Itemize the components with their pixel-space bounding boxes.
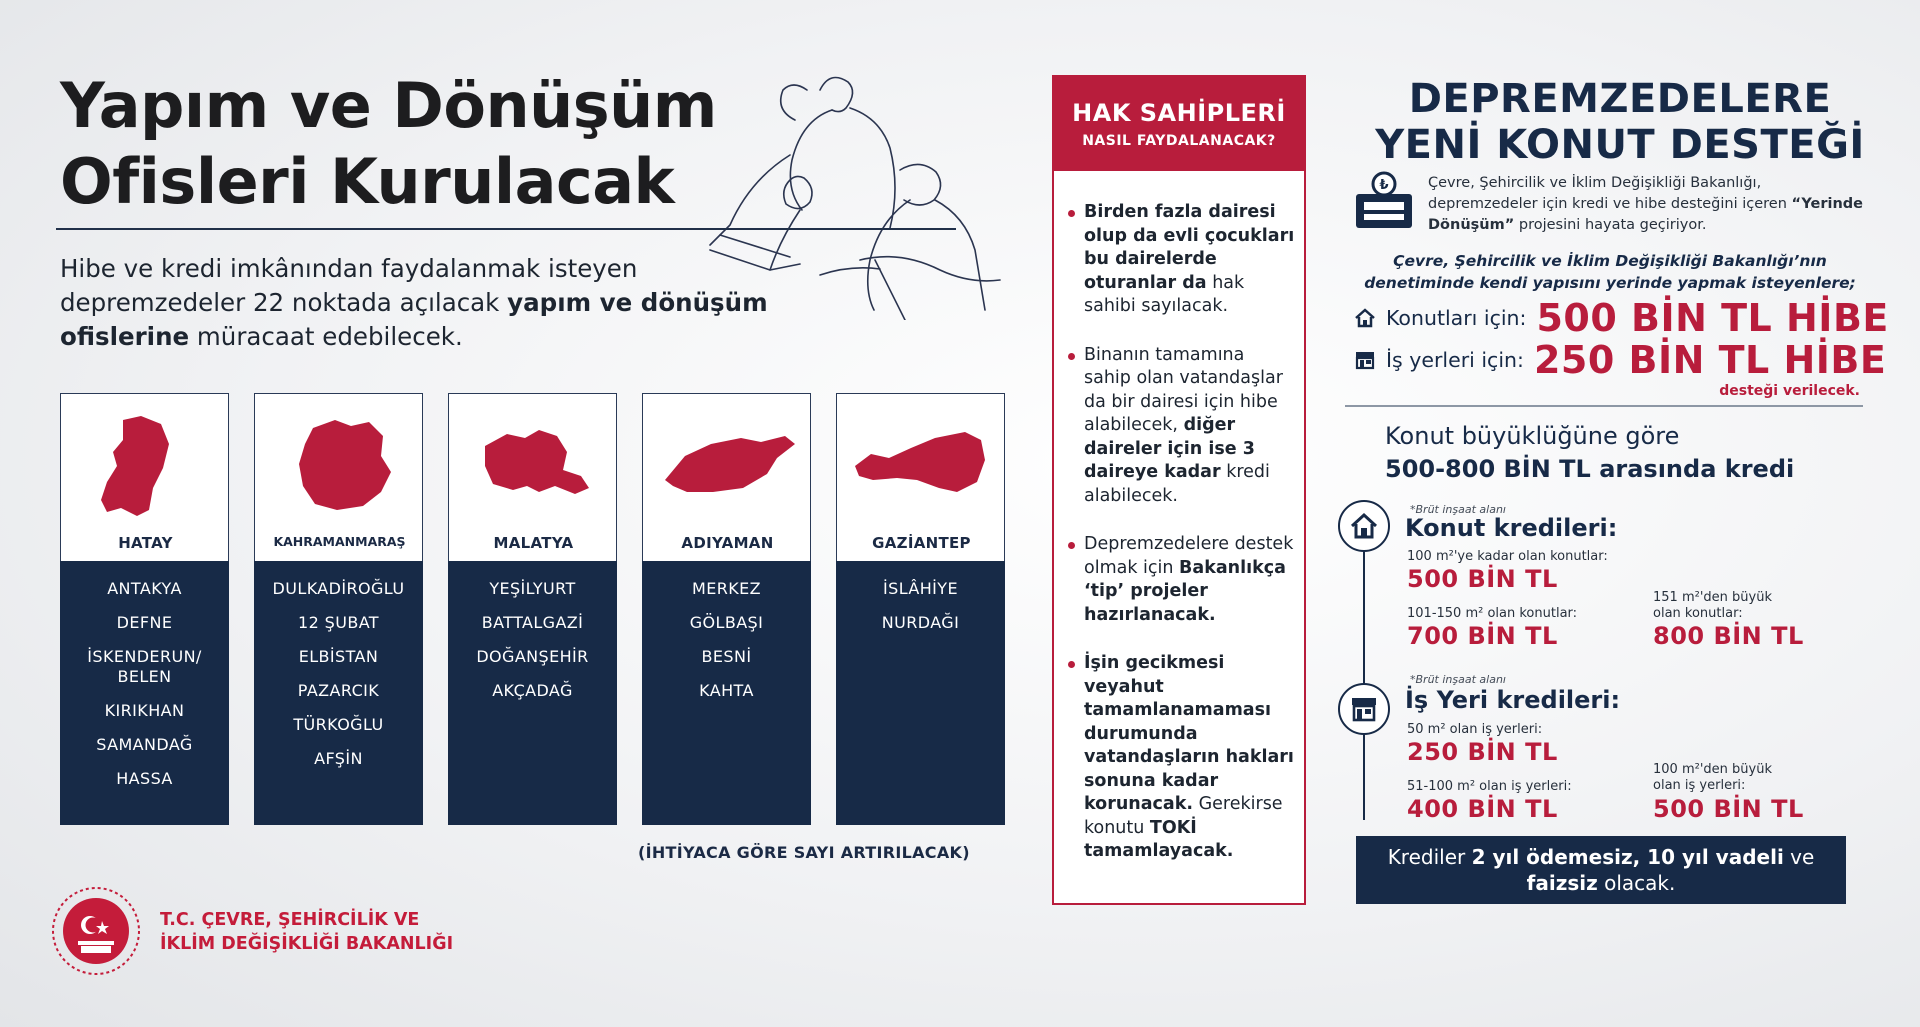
support-title-line-1: DEPREMZEDELERE (1408, 76, 1832, 122)
banner-text: ve (1783, 845, 1815, 869)
business-credit-value: 250 BİN TL (1407, 738, 1558, 766)
beneficiaries-panel (1052, 75, 1306, 905)
card-header (60, 393, 229, 561)
banner-bold: faizsiz (1526, 871, 1598, 895)
province-cards (60, 393, 1010, 825)
province-name: KAHRAMANMARAŞ (273, 534, 406, 549)
footnote: (İHTİYACA GÖRE SAYI ARTIRILACAK) (638, 843, 970, 862)
district-item: TÜRKOĞLU (293, 715, 384, 734)
district-item: KIRIKHAN (104, 701, 185, 720)
business-credit-label: 50 m² olan iş yerleri: (1407, 722, 1543, 737)
intro-text-1: Hibe ve kredi imkânından faydalanmak isteyen depremzedeler 22 noktada açılacak (60, 254, 638, 317)
ministry-name (160, 908, 453, 956)
credit-summary-line-2: 500-800 BİN TL arasında kredi (1385, 455, 1795, 483)
housing-credit-value: 700 BİN TL (1407, 622, 1558, 650)
card-header (836, 393, 1005, 561)
district-list (60, 561, 229, 825)
housing-grant-label: Konutları için: (1386, 306, 1527, 330)
section-divider (1345, 405, 1863, 407)
title-line-1: Yapım ve Dönüşüm (60, 69, 717, 142)
beneficiaries-title: HAK SAHİPLERİ (1072, 99, 1286, 127)
item-bold: Birden fazla dairesi olup da evli çocukları bu dairelerde oturanlar da (1084, 202, 1295, 293)
item-bold: İşin gecikmesi veyahut tamamlanamaması durumunda vatandaşların hakları sonuna kadar korunacak. (1084, 653, 1294, 814)
province-card-hatay (60, 393, 229, 825)
province-card-adiyaman (642, 393, 811, 825)
district-item: 12 ŞUBAT (298, 613, 379, 632)
item-bold: diğer daireler için ise 3 daireye kadar (1084, 415, 1255, 482)
gaziantep-map-shape (837, 410, 1006, 520)
district-item: PAZARCIK (297, 681, 380, 700)
ministry-line-2: İKLİM DEĞİŞİKLİĞİ BAKANLIĞI (160, 934, 454, 954)
item-bold: TOKİ tamamlayacak. (1084, 817, 1234, 861)
district-item: DEFNE (116, 613, 173, 632)
timeline-line (1363, 520, 1365, 820)
housing-credit-value: 500 BİN TL (1407, 565, 1558, 593)
list-item (1066, 201, 1296, 319)
province-card-malatya (448, 393, 617, 825)
support-intro (1428, 173, 1868, 236)
district-item: AFŞİN (314, 749, 363, 768)
business-grant-row (1354, 338, 1886, 382)
house-icon (1349, 511, 1379, 541)
adiyaman-map-shape (643, 410, 812, 520)
page-title (60, 68, 760, 220)
ministry-logo-icon (50, 885, 142, 977)
district-list (836, 561, 1005, 825)
title-line-2: Ofisleri Kurulacak (60, 145, 675, 218)
intro-bold: yapım ve dönüşüm ofislerine (60, 288, 768, 351)
malatya-map-shape (449, 410, 618, 520)
business-credit-label: 51-100 m² olan iş yerleri: (1407, 779, 1572, 794)
item-text: Gerekirse konutu (1084, 794, 1283, 838)
district-list (254, 561, 423, 825)
district-item: SAMANDAĞ (96, 735, 193, 754)
district-item: KAHTA (699, 681, 754, 700)
card-header (254, 393, 423, 561)
housing-credit-heading: Konut kredileri: (1405, 514, 1618, 542)
business-grant-label: İş yerleri için: (1386, 348, 1524, 372)
beneficiaries-header (1054, 77, 1304, 171)
card-header (448, 393, 617, 561)
province-name: HATAY (118, 534, 173, 552)
kahramanmaras-map-shape (255, 410, 424, 520)
housing-credit-label: 151 m²'den büyük olan konutlar: (1653, 590, 1772, 621)
housing-area-note: *Brüt inşaat alanı (1410, 503, 1506, 516)
housing-grant-row (1354, 296, 1889, 340)
province-name: MALATYA (493, 534, 574, 552)
province-name: GAZİANTEP (872, 534, 971, 552)
support-title-line-2: YENİ KONUT DESTEĞİ (1375, 122, 1865, 168)
district-list (448, 561, 617, 825)
banner-text: olacak. (1597, 871, 1676, 895)
province-card-gaziantep (836, 393, 1005, 825)
district-item: ANTAKYA (107, 579, 182, 598)
housing-credit-label: 101-150 m² olan konutlar: (1407, 606, 1578, 621)
cash-register-icon (1350, 170, 1418, 232)
district-item: BESNİ (701, 647, 752, 666)
ministry-line-1: T.C. ÇEVRE, ŞEHİRCİLİK VE (160, 910, 420, 930)
business-credit-value: 500 BİN TL (1653, 795, 1804, 823)
province-card-kahramanmaras (254, 393, 423, 825)
svg-text:₺: ₺ (1379, 178, 1389, 193)
title-divider (56, 228, 956, 230)
card-header (642, 393, 811, 561)
business-credit-icon (1338, 683, 1390, 735)
district-item: YEŞİLYURT (489, 579, 576, 598)
shop-icon (1354, 349, 1376, 371)
hatay-map-shape (61, 410, 230, 520)
business-credit-value: 400 BİN TL (1407, 795, 1558, 823)
business-credit-heading: İş Yeri kredileri: (1405, 686, 1621, 714)
grant-note: desteği verilecek. (1719, 383, 1860, 399)
intro-text-2: müracaat edebilecek. (189, 322, 463, 351)
item-text: Binanın tamamına sahip olan vatandaşlar da bir dairesi için hibe alabilecek, (1084, 344, 1283, 435)
district-item: HASSA (116, 769, 173, 788)
intro-bold: “Yerinde Dönüşüm” (1428, 196, 1863, 233)
intro-paragraph (60, 252, 820, 354)
housing-credit-label: 100 m²'ye kadar olan konutlar: (1407, 549, 1608, 564)
housing-grant-value: 500 BİN TL HİBE (1536, 296, 1889, 340)
list-item (1066, 344, 1296, 509)
district-item: DULKADİROĞLU (272, 579, 405, 598)
list-item (1066, 652, 1296, 864)
banner-bold: 2 yıl ödemesiz, 10 yıl vadeli (1471, 845, 1784, 869)
district-item: AKÇADAĞ (492, 681, 573, 700)
district-list (642, 561, 811, 825)
item-bold: Bakanlıkça ‘tip’ projeler hazırlanacak. (1084, 557, 1286, 625)
business-area-note: *Brüt inşaat alanı (1410, 673, 1506, 686)
district-item: İSLÂHİYE (883, 579, 958, 598)
banner-text: Krediler (1387, 845, 1472, 869)
housing-credit-icon (1338, 500, 1390, 552)
house-icon (1354, 307, 1376, 329)
credit-terms-banner (1356, 836, 1846, 904)
beneficiaries-subtitle: NASIL FAYDALANACAK? (1082, 133, 1276, 149)
district-item: NURDAĞI (881, 613, 960, 632)
province-name: ADIYAMAN (681, 534, 774, 552)
shop-icon (1349, 694, 1379, 724)
item-text: kredi alabilecek. (1084, 462, 1270, 506)
item-text: Depremzedelere destek olmak için (1084, 534, 1294, 578)
district-item: GÖLBAŞI (689, 613, 764, 632)
district-item: DOĞANŞEHİR (476, 647, 589, 666)
credit-summary-line-1: Konut büyüklüğüne göre (1385, 422, 1680, 450)
district-item: İSKENDERUN/ BELEN (87, 647, 202, 686)
list-item (1066, 533, 1296, 627)
support-title (1355, 76, 1885, 168)
district-item: MERKEZ (692, 579, 761, 598)
district-item: BATTALGAZİ (481, 613, 584, 632)
housing-credit-value: 800 BİN TL (1653, 622, 1804, 650)
intro-text: projesini hayata geçiriyor. (1514, 217, 1707, 233)
business-grant-value: 250 BİN TL HİBE (1533, 338, 1887, 382)
intro-text: Çevre, Şehircilik ve İklim Değişikliği Bakanlığı, depremzedeler için kredi ve hibe desteğini içeren (1428, 175, 1792, 212)
item-text: hak sahibi sayılacak. (1084, 272, 1245, 316)
support-subheading: Çevre, Şehircilik ve İklim Değişikliği Bakanlığı’nın denetiminde kendi yapısını yerinde yapmak isteyenlere; (1364, 252, 1856, 292)
business-credit-label: 100 m²'den büyük olan iş yerleri: (1653, 762, 1772, 793)
beneficiaries-list (1066, 201, 1296, 889)
district-item: ELBİSTAN (298, 647, 379, 666)
